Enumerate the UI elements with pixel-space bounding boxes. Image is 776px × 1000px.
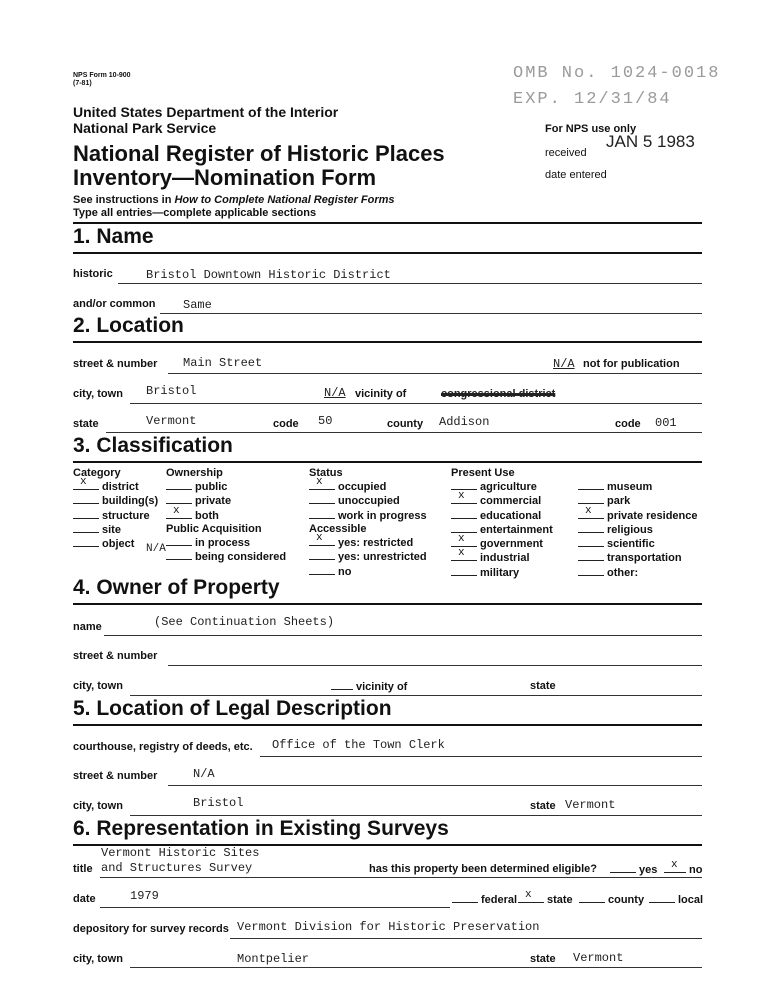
use-military[interactable]: military (451, 566, 553, 580)
survey-title-label: title (73, 863, 93, 875)
level-state[interactable]: x state (518, 893, 573, 906)
county-value[interactable]: Addison (439, 415, 490, 429)
field-line (168, 785, 702, 786)
field-line (118, 283, 702, 284)
divider (73, 461, 702, 463)
code2-label: code (615, 418, 641, 430)
category-district[interactable]: x district (73, 480, 158, 494)
divider (73, 724, 702, 726)
field-line (100, 907, 450, 908)
code-value[interactable]: 50 (318, 414, 333, 428)
status-work-in-progress[interactable]: work in progress (309, 509, 427, 523)
owner-name-label: name (73, 621, 102, 633)
category-list (73, 476, 159, 551)
section-4-title: 4. Owner of Property (73, 576, 280, 599)
section-2-title: 2. Location (73, 314, 184, 337)
accessible-no[interactable]: no (309, 565, 427, 579)
level-federal[interactable]: federal (452, 893, 517, 906)
received-date: JAN 5 1983 (606, 132, 695, 151)
legal-state-label: state (530, 800, 556, 812)
category-buildings[interactable]: building(s) (73, 494, 158, 508)
acquisition-in-process[interactable]: in process (166, 536, 286, 550)
use-educational[interactable]: educational (451, 509, 553, 523)
accessible-restricted[interactable]: x yes: restricted (309, 536, 427, 550)
use-religious[interactable]: religious (578, 523, 698, 537)
present-use-heading: Present Use (451, 467, 515, 479)
use-commercial[interactable]: x commercial (451, 494, 553, 508)
owner-street-label: street & number (73, 650, 158, 662)
accessible-heading: Accessible (309, 522, 367, 535)
form-title-1: National Register of Historic Places (73, 141, 445, 166)
status-list (309, 476, 427, 579)
field-line (100, 877, 702, 878)
owner-city-label: city, town (73, 680, 123, 692)
field-line (168, 665, 702, 666)
depository-city-label: city, town (73, 953, 123, 965)
divider (73, 222, 702, 224)
city-value[interactable]: Bristol (146, 384, 197, 398)
use-scientific[interactable]: scientific (578, 537, 698, 551)
divider (73, 603, 702, 605)
status-heading: Status (309, 467, 343, 479)
section-1-title: 1. Name (73, 225, 154, 248)
status-occupied[interactable]: x occupied (309, 480, 427, 494)
ownership-private[interactable]: private (166, 494, 286, 508)
ownership-heading: Ownership (166, 467, 223, 479)
code-label: code (273, 418, 299, 430)
field-line (260, 756, 702, 757)
survey-title-value-1[interactable]: Vermont Historic Sites (101, 846, 260, 860)
use-government[interactable]: x government (451, 537, 553, 551)
divider (73, 341, 702, 343)
section-3-title: 3. Classification (73, 434, 233, 457)
street-value[interactable]: Main Street (183, 356, 263, 370)
vicinity-na[interactable]: N/A (324, 386, 346, 400)
eligible-label: has this property been determined eligible? (369, 863, 597, 875)
use-entertainment[interactable]: entertainment (451, 523, 553, 537)
legal-state-value[interactable]: Vermont (565, 798, 616, 812)
form-number: NPS Form 10-900 (73, 72, 131, 79)
acquisition-being-considered[interactable]: being considered (166, 550, 286, 564)
depository-value[interactable]: Vermont Division for Historic Preservation (237, 920, 540, 934)
ownership-both[interactable]: x both (166, 509, 286, 523)
county-label: county (387, 418, 424, 430)
form-date: (7-81) (73, 80, 92, 87)
level-local[interactable]: local (649, 893, 703, 906)
code2-value[interactable]: 001 (655, 416, 677, 430)
survey-date-value[interactable]: 1979 (130, 889, 159, 903)
field-line (130, 403, 702, 404)
field-line (130, 815, 702, 816)
state-label: state (73, 418, 99, 430)
depository-city-value[interactable]: Montpelier (237, 952, 310, 966)
form-title-2: Inventory—Nomination Form (73, 165, 377, 190)
courthouse-value[interactable]: Office of the Town Clerk (272, 738, 445, 752)
depository-label: depository for survey records (73, 923, 229, 935)
exp-stamp: EXP. 12/31/84 (513, 90, 672, 109)
category-heading: Category (73, 467, 121, 479)
field-line (230, 938, 702, 939)
owner-vicinity[interactable]: vicinity of (331, 680, 407, 693)
use-private-residence[interactable]: x private residence (578, 509, 698, 523)
field-line (130, 967, 702, 968)
category-object[interactable]: object (73, 537, 158, 551)
use-agriculture[interactable]: agriculture (451, 480, 553, 494)
use-other[interactable]: other: (578, 566, 698, 580)
present-use-list-1 (451, 480, 553, 580)
use-museum[interactable]: museum (578, 480, 698, 494)
field-line (104, 635, 702, 636)
divider (73, 252, 702, 254)
legal-street-value[interactable]: N/A (193, 767, 215, 781)
survey-title-value-2[interactable]: and Structures Survey (101, 861, 253, 875)
depository-state-value[interactable]: Vermont (573, 951, 624, 965)
field-line (168, 373, 702, 374)
ownership-public[interactable]: public (166, 480, 286, 494)
field-line (106, 432, 702, 433)
field-line (130, 695, 702, 696)
city-label: city, town (73, 388, 123, 400)
survey-date-label: date (73, 893, 96, 905)
street-label: street & number (73, 358, 158, 370)
owner-state-label: state (530, 680, 556, 692)
received-label: received (545, 147, 587, 159)
common-value[interactable]: Same (183, 298, 212, 312)
omb-stamp: OMB No. 1024-0018 (513, 64, 721, 83)
field-line (160, 313, 702, 314)
accessible-unrestricted[interactable]: yes: unrestricted (309, 550, 427, 564)
service: National Park Service (73, 120, 217, 136)
not-publication-label: not for publication (583, 358, 680, 370)
date-entered-label: date entered (545, 169, 607, 181)
section-6-title: 6. Representation in Existing Surveys (73, 817, 449, 840)
use-transportation[interactable]: transportation (578, 551, 698, 565)
common-label: and/or common (73, 298, 156, 310)
historic-value[interactable]: Bristol Downtown Historic District (146, 268, 391, 282)
use-industrial[interactable]: x industrial (451, 551, 553, 565)
level-county[interactable]: county (579, 893, 644, 906)
legal-street-label: street & number (73, 770, 158, 782)
category-site[interactable]: site (73, 523, 158, 537)
use-park[interactable]: park (578, 494, 698, 508)
vicinity-label: vicinity of (355, 388, 407, 400)
eligible-yes[interactable]: yes (610, 863, 657, 876)
acquisition-na: N/A (146, 543, 166, 555)
ownership-list (166, 480, 286, 565)
department: United States Department of the Interior (73, 104, 339, 120)
instructions: See instructions in How to Complete National Register Forms (73, 194, 395, 206)
section-5-title: 5. Location of Legal Description (73, 697, 392, 720)
not-publication-na[interactable]: N/A (553, 357, 575, 371)
eligible-no[interactable]: x no (664, 863, 702, 876)
category-structure[interactable]: structure (73, 509, 158, 523)
legal-city-label: city, town (73, 800, 123, 812)
owner-name-value[interactable]: (See Continuation Sheets) (154, 615, 335, 629)
legal-city-value[interactable]: Bristol (193, 796, 244, 810)
depository-state-label: state (530, 953, 556, 965)
present-use-list-2 (578, 480, 698, 580)
state-value[interactable]: Vermont (146, 414, 197, 428)
status-unoccupied[interactable]: unoccupied (309, 494, 427, 508)
instructions-2: Type all entries—complete applicable sections (73, 207, 317, 219)
public-acquisition-heading: Public Acquisition (166, 522, 262, 535)
courthouse-label: courthouse, registry of deeds, etc. (73, 741, 253, 753)
nps-use-label: For NPS use only (545, 123, 637, 135)
historic-label: historic (73, 268, 113, 280)
congressional-district-struck: congressional district (441, 388, 556, 400)
